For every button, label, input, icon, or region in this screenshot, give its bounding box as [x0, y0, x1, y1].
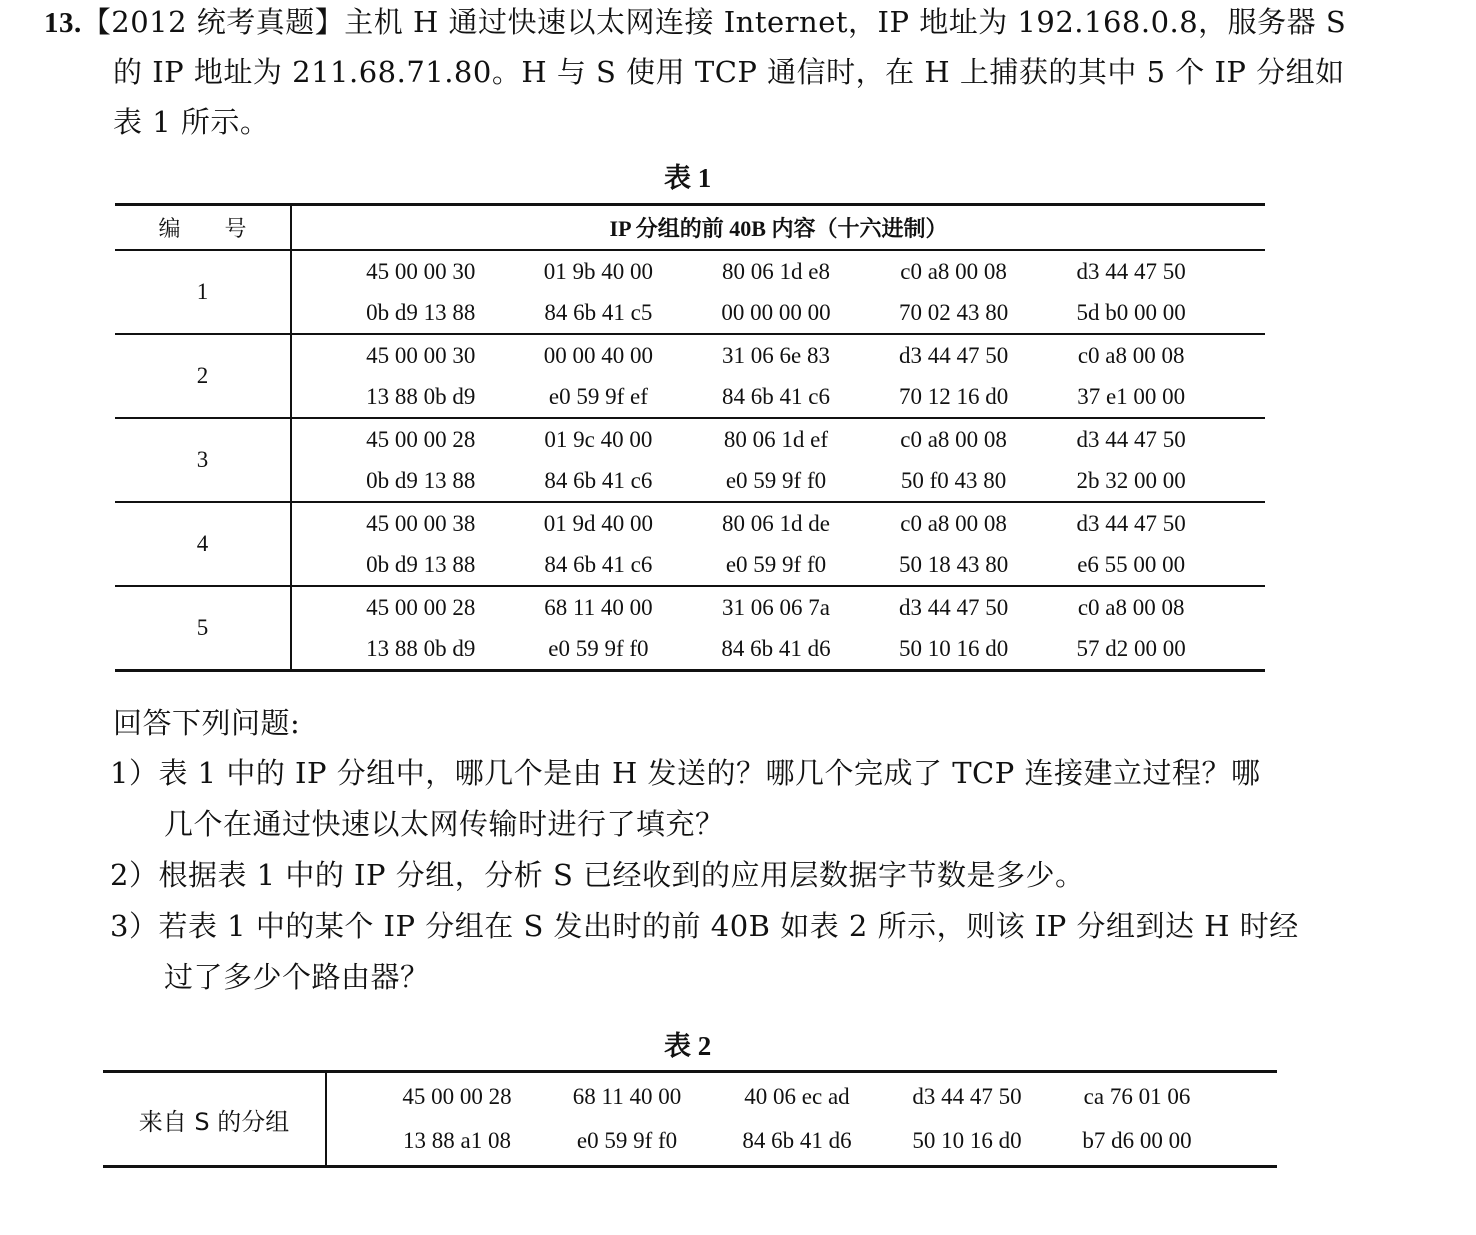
table1-row-number: 3 [115, 418, 291, 502]
table1-row [115, 586, 1265, 671]
hex-word: 31 06 06 7a [722, 594, 830, 620]
hex-word: 31 06 6e 83 [722, 342, 830, 368]
table1-row-number: 4 [115, 502, 291, 586]
hex-word: 68 11 40 00 [544, 594, 653, 620]
hex-word: 0b d9 13 88 [366, 299, 476, 325]
hex-word: 5d b0 00 00 [1076, 299, 1186, 325]
hex-word: 84 6b 41 d6 [721, 635, 831, 661]
hex-word: 45 00 00 30 [366, 342, 476, 368]
hex-word: ca 76 01 06 [1083, 1084, 1191, 1109]
hex-word: 45 00 00 28 [366, 594, 476, 620]
hex-word: 70 02 43 80 [898, 299, 1009, 325]
hex-word: e0 59 9f ef [548, 383, 648, 409]
sub-question-1-line-1: 1）表 1 中的 IP 分组中，哪几个是由 H 发送的？哪几个完成了 TCP 连接建立过程？哪 [110, 756, 1261, 790]
question-line-2: 的 IP 地址为 211.68.71.80。H 与 S 使用 TCP 通信时，在 H 上捕获的其中 5 个 IP 分组如 [113, 55, 1345, 89]
table1-hex-cell [291, 250, 1265, 334]
hex-word: 0b d9 13 88 [366, 467, 476, 493]
table1-hex-cell [291, 586, 1265, 671]
answer-intro: 回答下列问题: [113, 706, 301, 740]
hex-word: 50 f0 43 80 [900, 467, 1007, 493]
table1-hex-line [332, 587, 1220, 628]
table1-hex-line [332, 376, 1220, 417]
hex-word: d3 44 47 50 [1076, 258, 1186, 284]
hex-word: 2b 32 00 00 [1076, 467, 1186, 493]
hex-word: 01 9c 40 00 [544, 426, 653, 452]
table1-hex-line [332, 419, 1220, 460]
hex-word: 01 9b 40 00 [543, 258, 654, 284]
hex-word: 13 88 a1 08 [403, 1128, 511, 1153]
table2-caption: 表 2 [664, 1031, 712, 1061]
hex-word: c0 a8 00 08 [1077, 594, 1185, 620]
table2-row [103, 1072, 1277, 1167]
table1-row-number: 5 [115, 586, 291, 671]
hex-word: 40 06 ec ad [744, 1084, 850, 1109]
table1-hex-line [332, 460, 1220, 501]
sub-question-1-line-2: 几个在通过快速以太网传输时进行了填充？ [164, 807, 725, 841]
table1-hex-line [332, 251, 1220, 292]
table1-hex-line [332, 544, 1220, 585]
hex-word: 00 00 40 00 [543, 342, 654, 368]
hex-word: 50 10 16 d0 [898, 635, 1009, 661]
question-line-1 [44, 2, 1346, 43]
hex-word: c0 a8 00 08 [900, 510, 1007, 536]
sub-question-2: 2）根据表 1 中的 IP 分组，分析 S 已经收到的应用层数据字节数是多少。 [110, 858, 1085, 892]
table2 [103, 1070, 1277, 1168]
question-line-3: 表 1 所示。 [113, 105, 270, 139]
table1-col-content: IP 分组的前 40B 内容（十六进制） [291, 205, 1265, 251]
hex-word: c0 a8 00 08 [900, 426, 1007, 452]
hex-word: 84 6b 41 d6 [742, 1128, 852, 1153]
hex-word: 45 00 00 30 [366, 258, 476, 284]
table1-header-row [115, 205, 1265, 251]
hex-word: b7 d6 00 00 [1082, 1128, 1192, 1153]
hex-word: 68 11 40 00 [572, 1084, 682, 1109]
hex-word: 00 00 00 00 [721, 299, 831, 325]
hex-word: 84 6b 41 c6 [722, 383, 830, 409]
hex-word: 50 18 43 80 [898, 551, 1009, 577]
hex-word: e0 59 9f f0 [576, 1128, 678, 1153]
hex-word: 37 e1 00 00 [1077, 383, 1186, 409]
hex-word: 80 06 1d e8 [722, 258, 830, 284]
hex-word: 45 00 00 28 [366, 426, 476, 452]
hex-word: 13 88 0b d9 [366, 635, 476, 661]
table1-col-id: 编 号 [115, 205, 291, 251]
table1-hex-line [332, 335, 1220, 376]
hex-word: 80 06 1d de [722, 510, 830, 536]
table2-row-label: 来自 S 的分组 [103, 1072, 326, 1167]
sub-question-3-line-2: 过了多少个路由器？ [164, 960, 430, 994]
hex-word: c0 a8 00 08 [900, 258, 1007, 284]
hex-word: d3 44 47 50 [898, 342, 1009, 368]
hex-word: 80 06 1d ef [723, 426, 829, 452]
hex-word: 01 9d 40 00 [543, 510, 654, 536]
table1-row-number: 1 [115, 250, 291, 334]
hex-word: e0 59 9f f0 [548, 635, 649, 661]
hex-word: 84 6b 41 c6 [544, 551, 653, 577]
table1-hex-cell [291, 502, 1265, 586]
hex-word: e0 59 9f f0 [725, 467, 827, 493]
hex-word: 45 00 00 38 [366, 510, 476, 536]
hex-word: 50 10 16 d0 [912, 1128, 1022, 1153]
hex-word: 84 6b 41 c6 [544, 467, 653, 493]
hex-word: d3 44 47 50 [912, 1084, 1022, 1109]
question-number: 13. [44, 7, 82, 39]
table1-row-number: 2 [115, 334, 291, 418]
hex-word: 57 d2 00 00 [1076, 635, 1186, 661]
hex-word: d3 44 47 50 [1076, 426, 1186, 452]
hex-word: 70 12 16 d0 [898, 383, 1009, 409]
sub-question-3-line-1: 3）若表 1 中的某个 IP 分组在 S 发出时的前 40B 如表 2 所示，则该 IP 分组到达 H 时经 [110, 909, 1299, 943]
table1-hex-cell [291, 334, 1265, 418]
table1-row [115, 334, 1265, 418]
table1 [115, 203, 1265, 672]
table1-row [115, 502, 1265, 586]
table1-row [115, 418, 1265, 502]
hex-word: 0b d9 13 88 [366, 551, 476, 577]
table1-hex-line [332, 628, 1220, 669]
table2-hex-line-1 [372, 1075, 1222, 1119]
table1-hex-cell [291, 418, 1265, 502]
hex-word: c0 a8 00 08 [1077, 342, 1185, 368]
hex-word: 84 6b 41 c5 [544, 299, 653, 325]
hex-word: 45 00 00 28 [402, 1084, 512, 1109]
question-text-1: 【2012 统考真题】主机 H 通过快速以太网连接 Internet，IP 地址为 192.168.0.8，服务器 S [81, 5, 1347, 39]
table1-caption: 表 1 [664, 163, 712, 193]
table2-hex-cell [326, 1072, 1277, 1167]
hex-word: d3 44 47 50 [1076, 510, 1186, 536]
hex-word: 13 88 0b d9 [366, 383, 476, 409]
hex-word: e0 59 9f f0 [725, 551, 827, 577]
table2-hex-line-2 [372, 1119, 1222, 1163]
hex-word: d3 44 47 50 [898, 594, 1009, 620]
hex-word: e6 55 00 00 [1077, 551, 1186, 577]
table1-hex-line [332, 503, 1220, 544]
table1-row [115, 250, 1265, 334]
table1-hex-line [332, 292, 1220, 333]
